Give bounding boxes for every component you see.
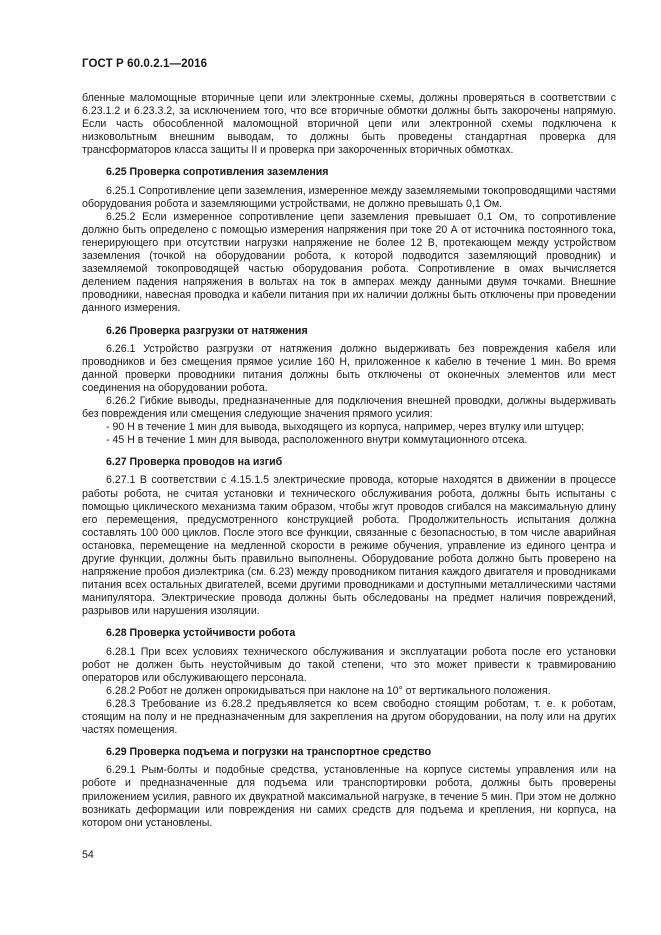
paragraph-6-28-2: 6.28.2 Робот не должен опрокидываться при наклоне на 10° от вертикального положения.	[106, 684, 551, 697]
paragraph-6-27-1: 6.27.1 В соответствии с 4.15.1.5 электрические провода, которые находятся в движении в процессе работы робота, не считая установки и технического обслуживания робота, должны быть испытаны с помощью циклического механизма таким образом, чтобы жгут проводов сгибался на максимальную длину его перемещения, предусмотренного конструкцией робота. Продолжительность испытания должна составлять 100 000 циклов. После этого все функции, связанные с безопасностью, в том числе аварийная остановка, перемещение на медленной скорости в режиме обучения, управление из единого центра и другие функции, должны быть правильно выполнены. Оборудование робота должно быть проверено на напряжение пробоя диэлектрика (см. 6.23) между проводником питания каждого двигателя и проводниками питания всех остальных двигателей, всеми другими проводниками и доступными металлическими частями манипулятора. Электрические провода должны быть обследованы на предмет наличия повреждений, разрывов или нарушения изоляции.	[82, 474, 616, 618]
section-heading-6-27: 6.27 Проверка проводов на изгиб	[106, 456, 283, 469]
paragraph-6-25-1: 6.25.1 Сопротивление цепи заземления, измеренное между заземляемыми токопроводящими частями оборудования робота и заземляющими устройствами, не должно превышать 0,1 Ом.	[82, 184, 616, 210]
section-heading-6-28: 6.28 Проверка устойчивости робота	[106, 627, 296, 640]
paragraph-6-26-1: 6.26.1 Устройство разгрузки от натяжения должно выдерживать без повреждения кабеля или проводников и без смещения прямое усилие 160 Н, приложенное к кабелю в течение 1 мин. Во время данной проверки проводники питания должны быть отключены от оконечных элементов или мест соединения на оборудовании робота.	[82, 342, 616, 394]
document-body	[82, 92, 616, 830]
paragraph-6-28-3: 6.28.3 Требование из 6.28.2 предъявляется ко всем свободно стоящим роботам, т. е. к роботам, стоящим на полу и не предназначенным для закрепления на другом оборудовании, на полу или на других частях помещения.	[82, 697, 616, 737]
page-number: 54	[82, 849, 94, 861]
section-heading-6-25: 6.25 Проверка сопротивления заземления	[106, 166, 329, 179]
paragraph-6-26-2: 6.26.2 Гибкие выводы, предназначенные для подключения внешней проводки, должны выдерживать без повреждения или смещения следующие значения прямого усилия:	[82, 394, 616, 421]
intro-paragraph: бленные маломощные вторичные цепи или электронные схемы, должны проверяться в соответствии с 6.23.1.2 и 6.23.3.2, за исключением того, что все вторичные обмотки должны быть закорочены напрямую. Если часть обособленной маломощной вторичной цепи или электронной схемы подключена к низковольтным внешним выводам, то должны быть проведены стандартная проверка для трансформаторов класса защиты II и проверка при закороченных вторичных обмотках.	[82, 92, 616, 157]
paragraph-6-29-1: 6.29.1 Рым-болты и подобные средства, установленные на корпусе системы управления или на роботе и предназначенные для подъема или транспортировки робота, должны быть проверены приложением усилия, равного их двукратной максимальной нагрузке, в течение 5 мин. При этом не должно возникать деформации или повреждения ни самих средств для подъема и крепления, ни корпуса, на котором они установлены.	[82, 764, 616, 829]
paragraph-6-28-1: 6.28.1 При всех условиях технического обслуживания и эксплуатации робота после его установки робот не должен быть неустойчивым до такой степени, что это может привести к травмированию операторов или обслуживающего персонала.	[82, 645, 616, 684]
section-heading-6-26: 6.26 Проверка разгрузки от натяжения	[106, 324, 308, 337]
list-item: - 90 Н в течение 1 мин для вывода, выходящего из корпуса, например, через втулку или штуцер;	[106, 421, 585, 434]
document-header: ГОСТ Р 60.0.2.1—2016	[82, 58, 208, 70]
section-heading-6-29: 6.29 Проверка подъема и погрузки на транспортное средство	[106, 746, 432, 759]
list-item: - 45 Н в течение 1 мин для вывода, расположенного внутри коммутационного отсека.	[106, 434, 528, 447]
paragraph-6-25-2: 6.25.2 Если измеренное сопротивление цепи заземления превышает 0,1 Ом, то сопротивление должно быть определено с помощью измерения напряжения при токе 20 А от источника постоянного тока, генерирующего при отсутствии нагрузки напряжение не более 12 В, протекающем между устройством заземления (точкой на оборудовании робота, к которой подводится заземляющий проводник) и заземляемой токопроводящей частью оборудования робота. Сопротивление в омах вычисляется делением падения напряжения в вольтах на ток в амперах между данными двумя точками. Внешние проводники, навесная проводка и кабели питания при их наличии должны быть отключены при проведении данного измерения.	[82, 210, 616, 315]
